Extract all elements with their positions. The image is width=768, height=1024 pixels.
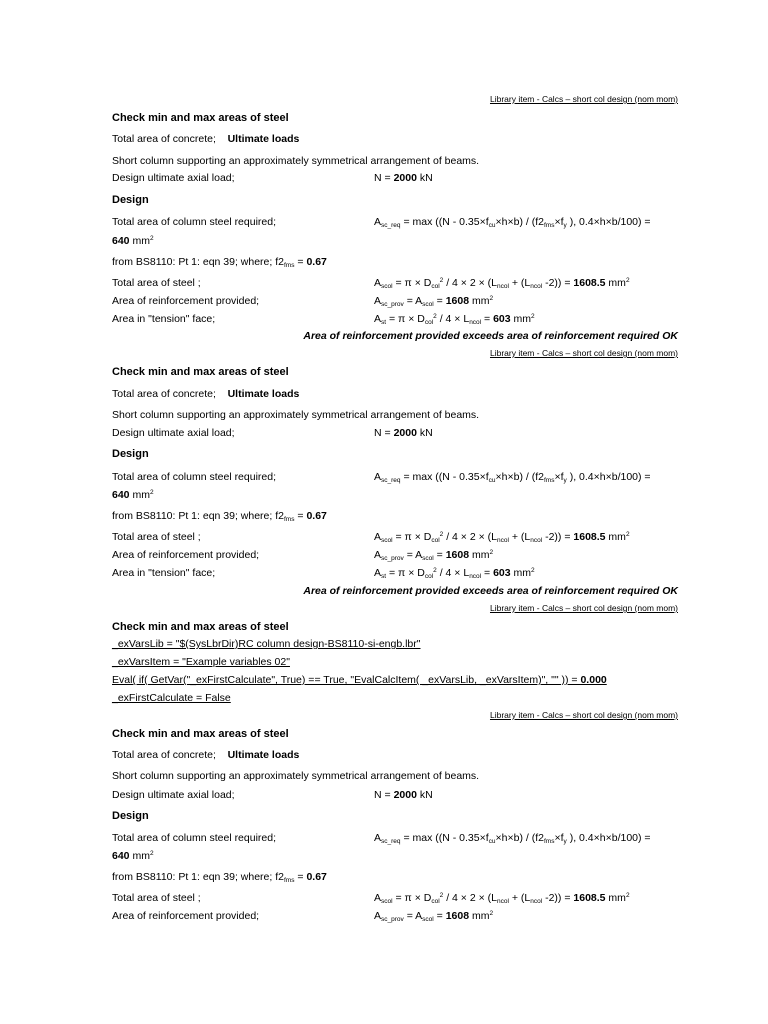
asc-prov-formula: $A_{sc\_prov} = A_{scol} = 1608$ $mm^2$ [374, 910, 494, 923]
axial-load-value: N = 2000 kN [374, 427, 433, 439]
design-ult-axial-label: Design ultimate axial load; [112, 172, 235, 184]
ast-formula: $A_{st} = \pi \times D_{col}^2 / 4 \times L_{ncol} = 603$ $mm^2$ [374, 313, 535, 326]
bs-reference: from BS8110: Pt 1: eqn 39; where; $f2_{fms} = 0.67$ [112, 871, 327, 884]
ascol-formula: $A_{scol} = \pi \times D_{col}^2 / 4 \times 2 \times (L_{ncol} + (L_{ncol}$ -2)) = 1608.5 $mm^2$ [374, 277, 630, 290]
ast-formula: $A_{st} = \pi \times D_{col}^2 / 4 \times L_{ncol} = 603$ $mm^2$ [374, 567, 535, 580]
steel-required-label: Total area of column steel required; [112, 471, 277, 483]
design-ult-axial-label: Design ultimate axial load; [112, 789, 235, 801]
asc-req-result: 640 $mm^2$ [112, 850, 154, 862]
first-calc-line[interactable]: _exFirstCalculate = False [112, 692, 231, 704]
reinf-provided-label: Area of reinforcement provided; [112, 295, 260, 307]
ok-status: Area of reinforcement provided exceeds area of reinforcement required OK [303, 330, 678, 342]
bs-reference: from BS8110: Pt 1: eqn 39; where; $f2_{fms} = 0.67$ [112, 256, 327, 269]
library-ref[interactable]: Library item - Calcs – short col design (nom mom) [489, 710, 678, 720]
ascol-formula: $A_{scol} = \pi \times D_{col}^2 / 4 \times 2 \times (L_{ncol} + (L_{ncol}$ -2)) = 1608.5 $mm^2$ [374, 892, 630, 905]
asc-prov-formula: $A_{sc\_prov} = A_{scol} = 1608$ $mm^2$ [374, 295, 494, 308]
design-ult-axial-label: Design ultimate axial load; [112, 427, 235, 439]
reinf-provided-label: Area of reinforcement provided; [112, 549, 260, 561]
ultimate-loads: Ultimate loads [227, 388, 300, 400]
design-heading: Design [112, 448, 149, 460]
tension-face-label: Area in "tension" face; [112, 313, 216, 325]
ok-status: Area of reinforcement provided exceeds area of reinforcement required OK [303, 585, 678, 597]
total-steel-label: Total area of steel ; [112, 531, 201, 543]
total-area-concrete: Total area of concrete; Ultimate loads [112, 388, 300, 400]
eval-line[interactable]: Eval( if( GetVar("_exFirstCalculate", True) == True, "EvalCalcItem( _exVarsLib, _exVarsItem)", "" )) = 0.000 [112, 674, 607, 686]
steel-required-label: Total area of column steel required; [112, 832, 277, 844]
short-column-text: Short column supporting an approximately symmetrical arrangement of beams. [112, 155, 480, 167]
ascol-formula: $A_{scol} = \pi \times D_{col}^2 / 4 \times 2 \times (L_{ncol} + (L_{ncol}$ -2)) = 1608.5 $mm^2$ [374, 531, 630, 544]
ultimate-loads: Ultimate loads [227, 749, 300, 761]
vars-lib-line[interactable]: _exVarsLib = "$(SysLbrDir)RC column design-BS8110-si-engb.lbr" [112, 638, 421, 650]
total-steel-label: Total area of steel ; [112, 892, 201, 904]
check-heading: Check min and max areas of steel [112, 621, 289, 633]
library-ref[interactable]: Library item - Calcs – short col design (nom mom) [489, 603, 678, 613]
check-heading: Check min and max areas of steel [112, 366, 289, 378]
asc-req-formula: $A_{sc\_req} = \max ((N - 0.35\times f_{cu}\times h\times b) / (f2_{fms}\times f_y$ ), 0.4×h×b/100) = [374, 832, 651, 845]
axial-load-value: N = 2000 kN [374, 172, 433, 184]
steel-required-label: Total area of column steel required; [112, 216, 277, 228]
tension-face-label: Area in "tension" face; [112, 567, 216, 579]
total-area-concrete: Total area of concrete; Ultimate loads [112, 133, 300, 145]
short-column-text: Short column supporting an approximately symmetrical arrangement of beams. [112, 409, 480, 421]
bs-reference: from BS8110: Pt 1: eqn 39; where; $f2_{fms} = 0.67$ [112, 510, 327, 523]
asc-req-formula: $A_{sc\_req} = \max ((N - 0.35\times f_{cu}\times h\times b) / (f2_{fms}\times f_y$ ), 0.4×h×b/100) = [374, 471, 651, 484]
design-heading: Design [112, 194, 149, 206]
axial-load-value: N = 2000 kN [374, 789, 433, 801]
check-heading: Check min and max areas of steel [112, 728, 289, 740]
library-ref[interactable]: Library item - Calcs – short col design (nom mom) [489, 348, 678, 358]
total-steel-label: Total area of steel ; [112, 277, 201, 289]
asc-prov-formula: $A_{sc\_prov} = A_{scol} = 1608$ $mm^2$ [374, 549, 494, 562]
check-heading: Check min and max areas of steel [112, 112, 289, 124]
short-column-text: Short column supporting an approximately symmetrical arrangement of beams. [112, 770, 480, 782]
design-heading: Design [112, 810, 149, 822]
library-ref[interactable]: Library item - Calcs – short col design (nom mom) [489, 94, 678, 104]
total-area-concrete: Total area of concrete; Ultimate loads [112, 749, 300, 761]
ultimate-loads: Ultimate loads [227, 133, 300, 145]
vars-item-line[interactable]: _exVarsItem = "Example variables 02" [112, 656, 290, 668]
asc-req-result: 640 $mm^2$ [112, 235, 154, 247]
asc-req-formula: $A_{sc\_req} = \max ((N - 0.35\times f_{cu}\times h\times b) / (f2_{fms}\times f_y$ ), 0.4×h×b/100) = [374, 216, 651, 229]
asc-req-result: 640 $mm^2$ [112, 489, 154, 501]
reinf-provided-label: Area of reinforcement provided; [112, 910, 260, 922]
